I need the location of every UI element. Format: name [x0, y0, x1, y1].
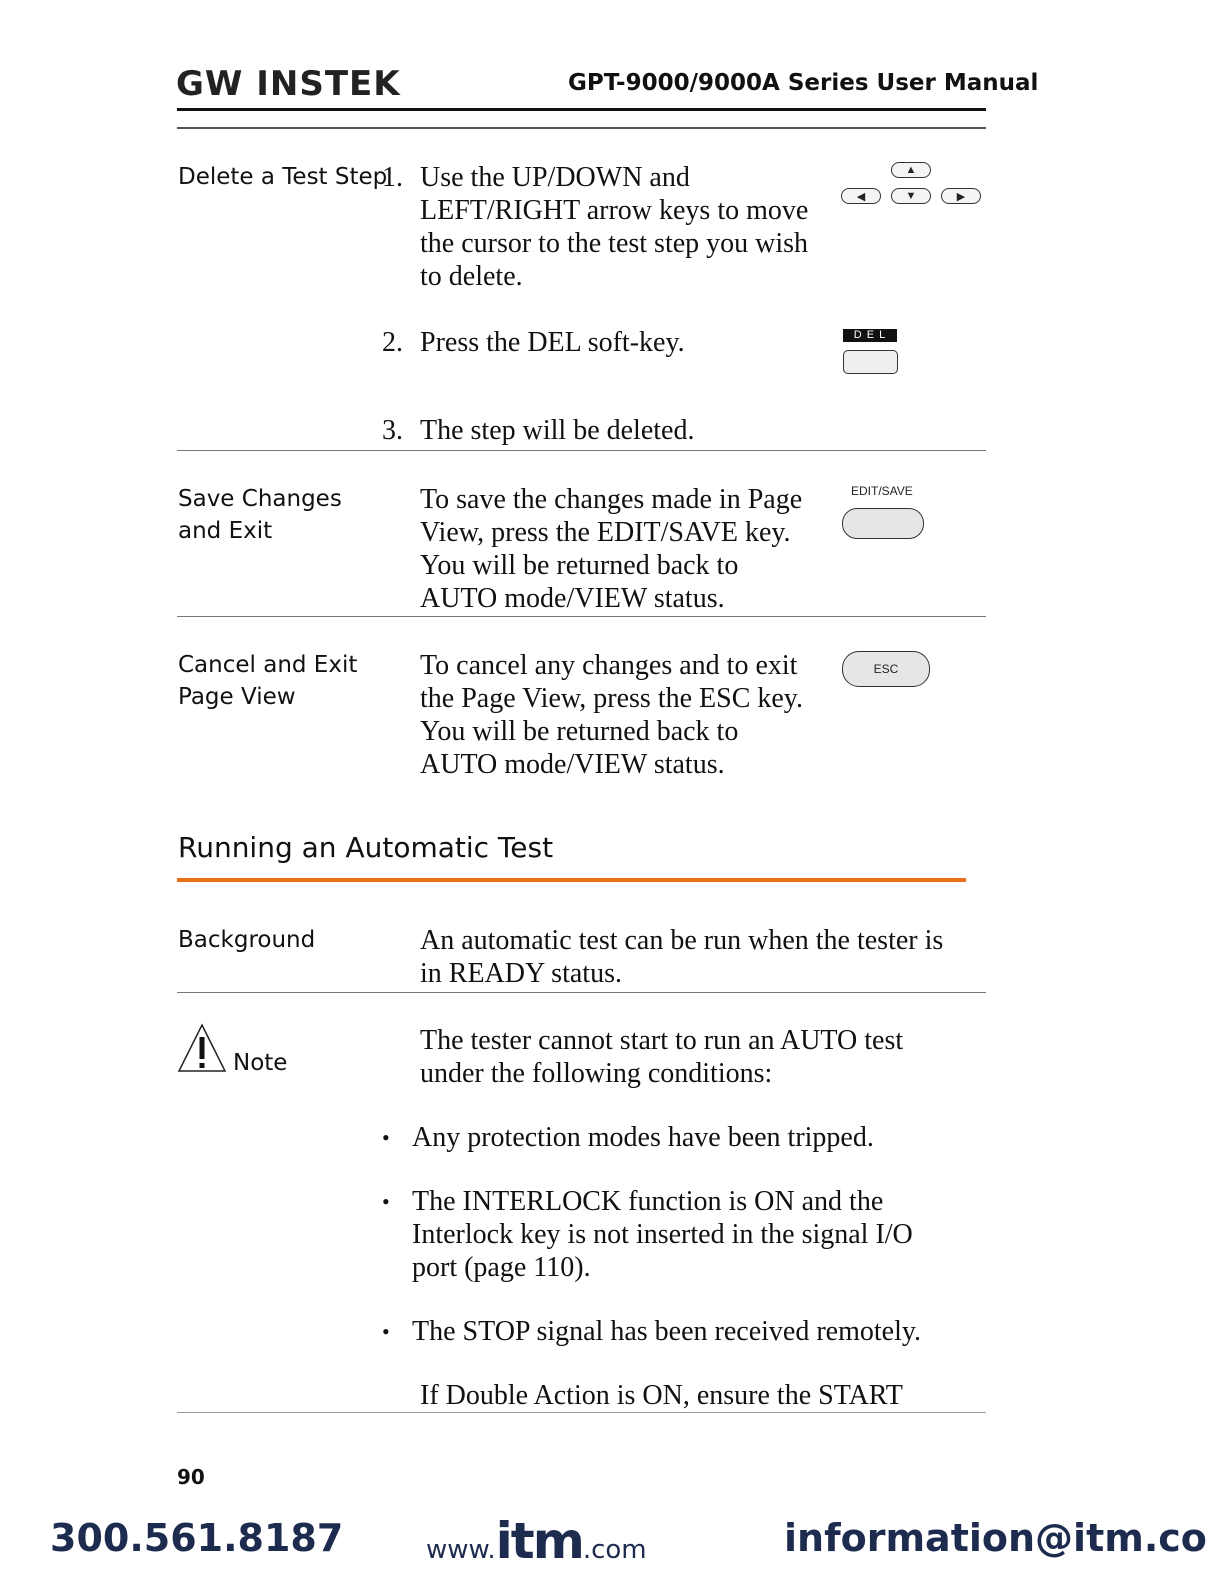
bullet-line: port (page 110).: [412, 1252, 591, 1283]
down-arrow-key: [891, 188, 931, 204]
step3-text: The step will be deleted.: [420, 415, 695, 446]
background-line: An automatic test can be run when the tester is: [420, 925, 944, 956]
header-rule-thin: [177, 127, 986, 129]
section-heading: Running an Automatic Test: [178, 831, 554, 864]
manual-title: GPT-9000/9000A Series User Manual: [568, 70, 1039, 96]
divider: [177, 992, 986, 993]
right-arrow-icon: ▶: [956, 190, 966, 203]
save-text: [420, 483, 802, 615]
divider: [177, 616, 986, 617]
save-label: [178, 483, 342, 547]
save-label-line: and Exit: [178, 518, 273, 544]
divider: [177, 450, 986, 451]
bullet-dot: •: [382, 1189, 390, 1214]
down-arrow-icon: ▼: [905, 190, 917, 202]
footer-phone: 300.561.8187: [50, 1516, 344, 1560]
step1-line: to delete.: [420, 261, 523, 292]
step1-number: 1.: [382, 162, 403, 193]
bullet-dot: •: [382, 1125, 390, 1150]
delete-step-label: Delete a Test Step: [178, 164, 388, 190]
divider: [177, 1412, 986, 1413]
esc-key-label: ESC: [873, 662, 899, 676]
cancel-line: AUTO mode/VIEW status.: [420, 749, 725, 780]
bullet-item: [412, 1315, 921, 1348]
cancel-text: [420, 649, 803, 781]
step1-line: Use the UP/DOWN and: [420, 162, 690, 193]
right-arrow-key: [941, 188, 981, 204]
background-label: Background: [178, 927, 316, 953]
cancel-label: [178, 649, 357, 713]
del-softkey: [843, 350, 898, 374]
note-text: [420, 1024, 903, 1090]
left-arrow-key: [841, 188, 881, 204]
step3-number: 3.: [382, 415, 403, 446]
footer-website: [426, 1512, 647, 1570]
edit-save-key: [842, 508, 924, 539]
page-number: 90: [177, 1465, 205, 1489]
footer-email: information@itm.co: [784, 1516, 1207, 1560]
step2-text: Press the DEL soft-key.: [420, 327, 685, 358]
del-softkey-label: D E L: [843, 329, 897, 342]
bullet-item: [412, 1185, 913, 1284]
step1-line: the cursor to the test step you wish: [420, 228, 809, 259]
save-line: View, press the EDIT/SAVE key.: [420, 517, 791, 548]
cancel-line: To cancel any changes and to exit: [420, 650, 798, 681]
esc-key: [842, 651, 930, 687]
bullet-item: [412, 1121, 874, 1154]
bullet-line: The STOP signal has been received remotely.: [412, 1316, 922, 1347]
note-line: The tester cannot start to run an AUTO test: [420, 1025, 904, 1056]
gw-instek-logo: GW INSTEK: [176, 64, 401, 104]
save-label-line: Save Changes: [178, 486, 342, 512]
save-line: AUTO mode/VIEW status.: [420, 583, 725, 614]
up-arrow-key: [891, 162, 931, 178]
cancel-label-line: Page View: [178, 684, 296, 710]
footer-web-prefix: www.: [426, 1535, 496, 1565]
step2-number: 2.: [382, 327, 403, 358]
cancel-line: the Page View, press the ESC key.: [420, 683, 803, 714]
up-arrow-icon: ▲: [905, 164, 917, 176]
note-label: Note: [233, 1050, 288, 1076]
save-line: To save the changes made in Page: [420, 484, 803, 515]
note-line: under the following conditions:: [420, 1058, 773, 1089]
cancel-line: You will be returned back to: [420, 716, 739, 747]
step1-text: [420, 161, 808, 293]
bullet-dot: •: [382, 1319, 390, 1344]
background-line: in READY status.: [420, 958, 622, 989]
bullet-line: The INTERLOCK function is ON and the: [412, 1186, 884, 1217]
left-arrow-icon: ◀: [856, 190, 866, 203]
footer-web-brand: itm: [495, 1512, 583, 1570]
cancel-label-line: Cancel and Exit: [178, 652, 358, 678]
step1-line: LEFT/RIGHT arrow keys to move: [420, 195, 809, 226]
bullet-line: Interlock key is not inserted in the signal I/O: [412, 1219, 913, 1250]
footer-web-suffix: .com: [582, 1535, 647, 1565]
edit-save-key-label: EDIT/SAVE: [851, 484, 913, 498]
note-trailing-text: If Double Action is ON, ensure the START: [420, 1380, 903, 1411]
heading-rule: [177, 878, 966, 882]
header-rule-thick: [177, 108, 986, 111]
background-text: [420, 924, 943, 990]
bullet-line: Any protection modes have been tripped.: [412, 1122, 874, 1153]
warning-icon: [177, 1022, 227, 1074]
save-line: You will be returned back to: [420, 550, 739, 581]
